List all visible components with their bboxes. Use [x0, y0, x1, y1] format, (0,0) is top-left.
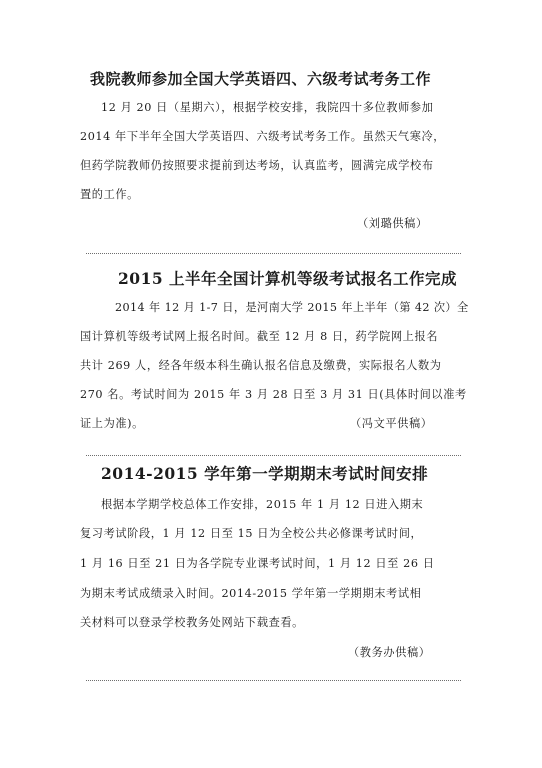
article-title: 2014-2015 学年第一学期期末考试时间安排 — [101, 464, 429, 483]
article-text-line: 共计 269 人，经各年级本科生确认报名信息及缴费，实际报名人数为 — [80, 359, 442, 372]
article-text-line: 国计算机等级考试网上报名时间。截至 12 月 8 日，药学院网上报名 — [80, 330, 439, 343]
article-credit: （刘璐供稿） — [357, 217, 428, 230]
article-text-line: 复习考试阶段，1 月 12 日至 15 日为全校公共必修课考试时间， — [80, 527, 423, 540]
article-text-line: 1 月 16 日至 21 日为各学院专业课考试时间，1 月 12 日至 26 日 — [80, 557, 435, 570]
article-text-line: 置的工作。 — [80, 188, 139, 201]
article-title: 2015 上半年全国计算机等级考试报名工作完成 — [118, 269, 458, 288]
article-text-line: 根据本学期学校总体工作安排，2015 年 1 月 12 日进入期末 — [101, 498, 424, 511]
section-divider — [86, 253, 461, 254]
article-text-line: 关材料可以登录学校教务处网站下载查看。 — [80, 616, 304, 629]
section-divider — [86, 680, 461, 681]
article-text-line: 12 月 20 日（星期六），根据学校安排，我院四十多位教师参加 — [101, 101, 434, 114]
article-text-line: 但药学院教师仍按照要求提前到达考场，认真监考，圆满完成学校布 — [80, 159, 434, 172]
article-text-line: 证上为准)。 — [80, 417, 144, 430]
article-text-line: 2014 年 12 月 1-7 日，是河南大学 2015 年上半年（第 42 次）全 — [115, 301, 469, 314]
article-credit: （冯文平供稿） — [350, 417, 433, 430]
section-divider — [86, 455, 461, 456]
article-text-line: 为期末考试成绩录入时间。2014-2015 学年第一学期期末考试相 — [80, 587, 422, 600]
article-credit: （教务办供稿） — [348, 646, 431, 659]
article-text-line: 2014 年下半年全国大学英语四、六级考试考务工作。虽然天气寒冷， — [80, 130, 446, 143]
article-title: 我院教师参加全国大学英语四、六级考试考务工作 — [90, 70, 432, 88]
article-text-line: 270 名。考试时间为 2015 年 3 月 28 日至 3 月 31 日(具体时间以准考 — [80, 388, 467, 401]
